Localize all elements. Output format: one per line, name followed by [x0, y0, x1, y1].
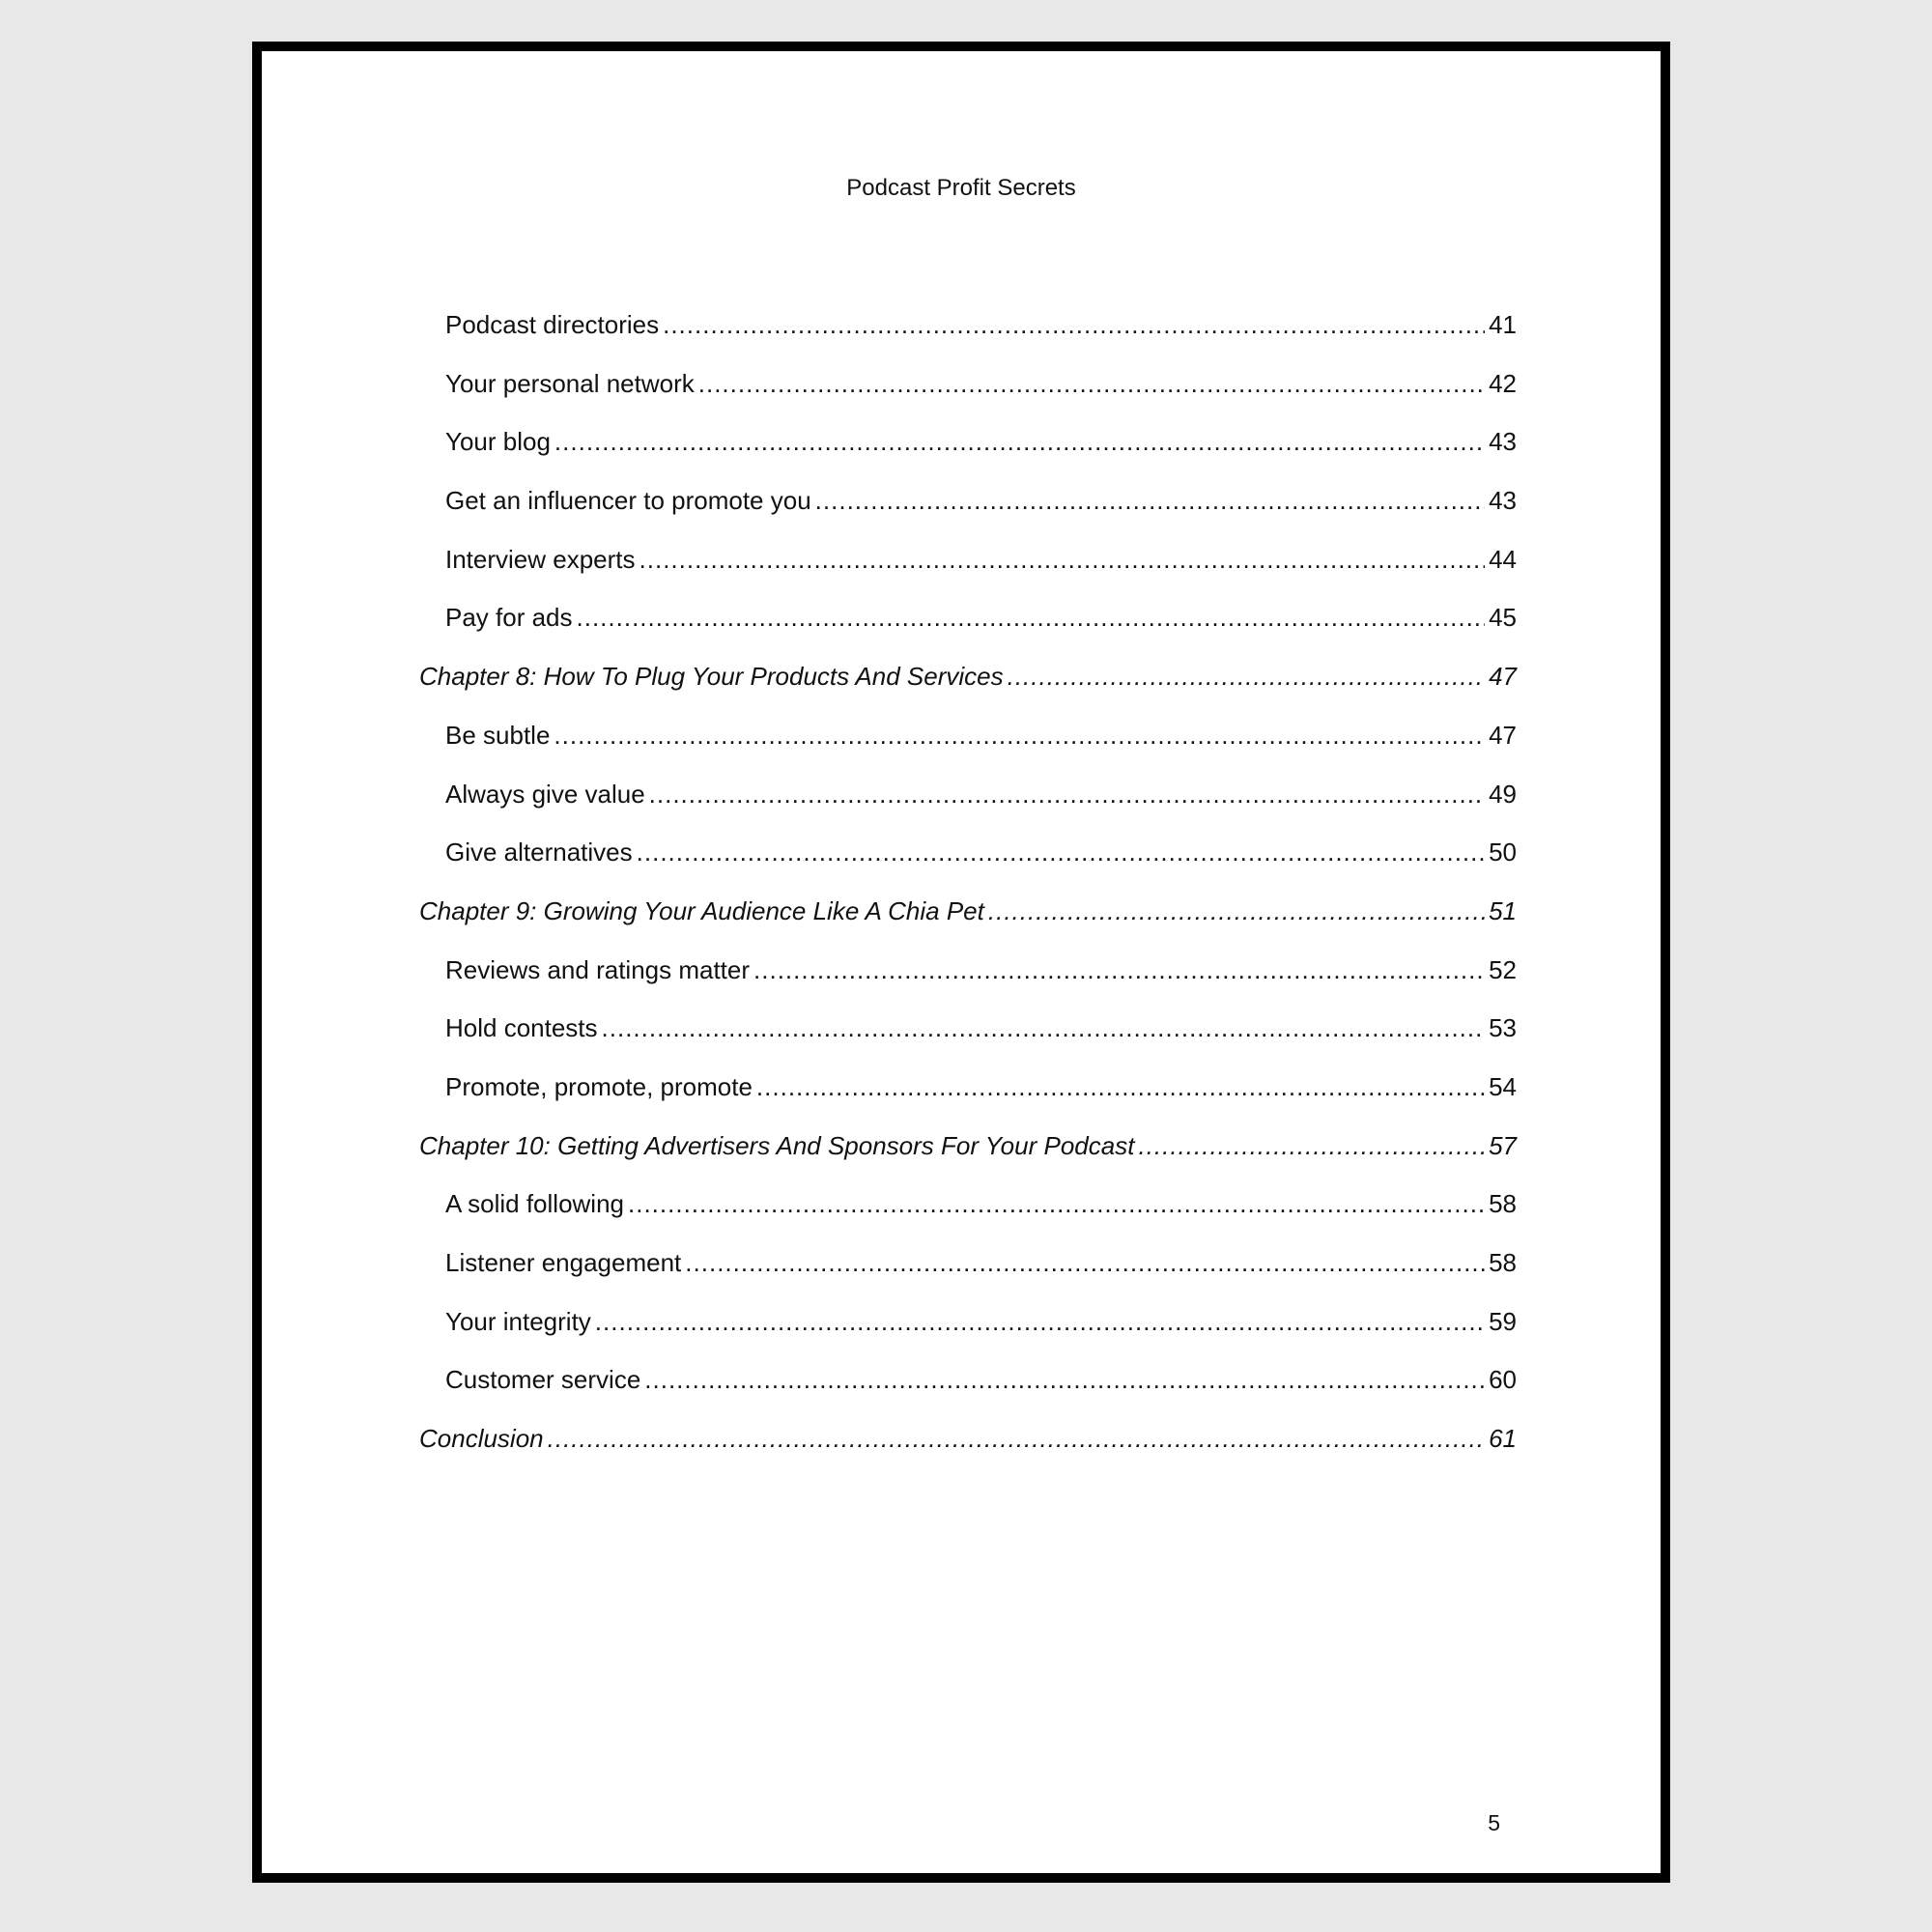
toc-entry-label: Customer service	[445, 1365, 641, 1395]
toc-section-entry[interactable]	[419, 1013, 1517, 1072]
toc-entry-label: Your integrity	[445, 1306, 591, 1336]
toc-entry-page-number: 47	[1489, 662, 1517, 692]
toc-entry-page-number: 43	[1489, 427, 1517, 457]
dot-leader	[644, 1365, 1485, 1395]
toc-chapter-entry[interactable]	[419, 1131, 1517, 1190]
page-number: 5	[1488, 1810, 1500, 1835]
toc-entry-label: Promote, promote, promote	[445, 1071, 753, 1101]
toc-entry-page-number: 44	[1489, 544, 1517, 574]
toc-entry-page-number: 47	[1489, 720, 1517, 750]
toc-entry-label: Reviews and ratings matter	[445, 954, 751, 984]
toc-entry-page-number: 45	[1489, 603, 1517, 633]
dot-leader	[815, 486, 1485, 516]
dot-leader	[554, 427, 1485, 457]
toc-section-entry[interactable]	[419, 838, 1517, 896]
toc-entry-page-number: 53	[1489, 1013, 1517, 1043]
toc-chapter-entry[interactable]	[419, 662, 1517, 721]
toc-section-entry[interactable]	[419, 369, 1517, 428]
dot-leader	[663, 310, 1485, 340]
toc-entry-page-number: 59	[1489, 1306, 1517, 1336]
toc-entry-label: Your blog	[445, 427, 551, 457]
toc-entry-page-number: 50	[1489, 838, 1517, 867]
toc-section-entry[interactable]	[419, 1307, 1517, 1366]
toc-entry-page-number: 52	[1489, 954, 1517, 984]
dot-leader	[639, 545, 1486, 575]
toc-entry-page-number: 41	[1489, 310, 1517, 339]
toc-entry-page-number: 61	[1489, 1424, 1517, 1454]
dot-leader	[554, 721, 1485, 751]
toc-section-entry[interactable]	[419, 486, 1517, 545]
toc-chapter-entry[interactable]	[419, 896, 1517, 955]
toc-entry-label: Chapter 9: Growing Your Audience Like A Chia Pet	[419, 895, 984, 925]
document-page	[252, 42, 1670, 1883]
dot-leader	[756, 1072, 1485, 1102]
toc-entry-page-number: 49	[1489, 779, 1517, 809]
dot-leader	[685, 1248, 1485, 1278]
toc-section-entry[interactable]	[419, 1072, 1517, 1131]
toc-entry-page-number: 51	[1489, 895, 1517, 925]
toc-entry-label: Be subtle	[445, 720, 551, 750]
table-of-contents	[419, 310, 1517, 1483]
toc-entry-label: Get an influencer to promote you	[445, 486, 811, 516]
toc-entry-page-number: 43	[1489, 486, 1517, 516]
dot-leader	[637, 838, 1485, 867]
toc-entry-label: Interview experts	[445, 544, 636, 574]
toc-section-entry[interactable]	[419, 1248, 1517, 1307]
dot-leader	[649, 780, 1485, 810]
toc-entry-label: Conclusion	[419, 1424, 544, 1454]
toc-entry-page-number: 58	[1489, 1189, 1517, 1219]
dot-leader	[1008, 662, 1485, 692]
dot-leader	[628, 1189, 1485, 1219]
toc-entry-page-number: 58	[1489, 1248, 1517, 1277]
toc-entry-label: Pay for ads	[445, 603, 573, 633]
toc-entry-label: Chapter 8: How To Plug Your Products And Services	[419, 662, 1004, 692]
toc-entry-label: Chapter 10: Getting Advertisers And Sponsors For Your Podcast	[419, 1130, 1135, 1160]
toc-section-entry[interactable]	[419, 603, 1517, 662]
dot-leader	[753, 955, 1485, 985]
dot-leader	[988, 896, 1485, 926]
toc-chapter-entry[interactable]	[419, 1424, 1517, 1483]
toc-section-entry[interactable]	[419, 427, 1517, 486]
dot-leader	[548, 1424, 1485, 1454]
toc-section-entry[interactable]	[419, 1189, 1517, 1248]
toc-entry-label: A solid following	[445, 1189, 624, 1219]
dot-leader	[1138, 1131, 1485, 1161]
dot-leader	[698, 369, 1485, 399]
toc-entry-page-number: 57	[1489, 1130, 1517, 1160]
toc-section-entry[interactable]	[419, 545, 1517, 604]
toc-section-entry[interactable]	[419, 721, 1517, 780]
dot-leader	[595, 1307, 1485, 1337]
toc-section-entry[interactable]	[419, 780, 1517, 838]
toc-entry-label: Podcast directories	[445, 310, 660, 339]
toc-section-entry[interactable]	[419, 1365, 1517, 1424]
toc-entry-label: Your personal network	[445, 368, 695, 398]
toc-entry-label: Give alternatives	[445, 838, 633, 867]
toc-entry-label: Listener engagement	[445, 1248, 682, 1277]
toc-section-entry[interactable]	[419, 955, 1517, 1014]
toc-entry-label: Hold contests	[445, 1013, 598, 1043]
dot-leader	[577, 603, 1486, 633]
toc-entry-label: Always give value	[445, 779, 645, 809]
dot-leader	[602, 1013, 1486, 1043]
toc-entry-page-number: 60	[1489, 1365, 1517, 1395]
toc-entry-page-number: 42	[1489, 368, 1517, 398]
toc-section-entry[interactable]	[419, 310, 1517, 369]
toc-entry-page-number: 54	[1489, 1071, 1517, 1101]
page-header-title: Podcast Profit Secrets	[846, 175, 1076, 201]
